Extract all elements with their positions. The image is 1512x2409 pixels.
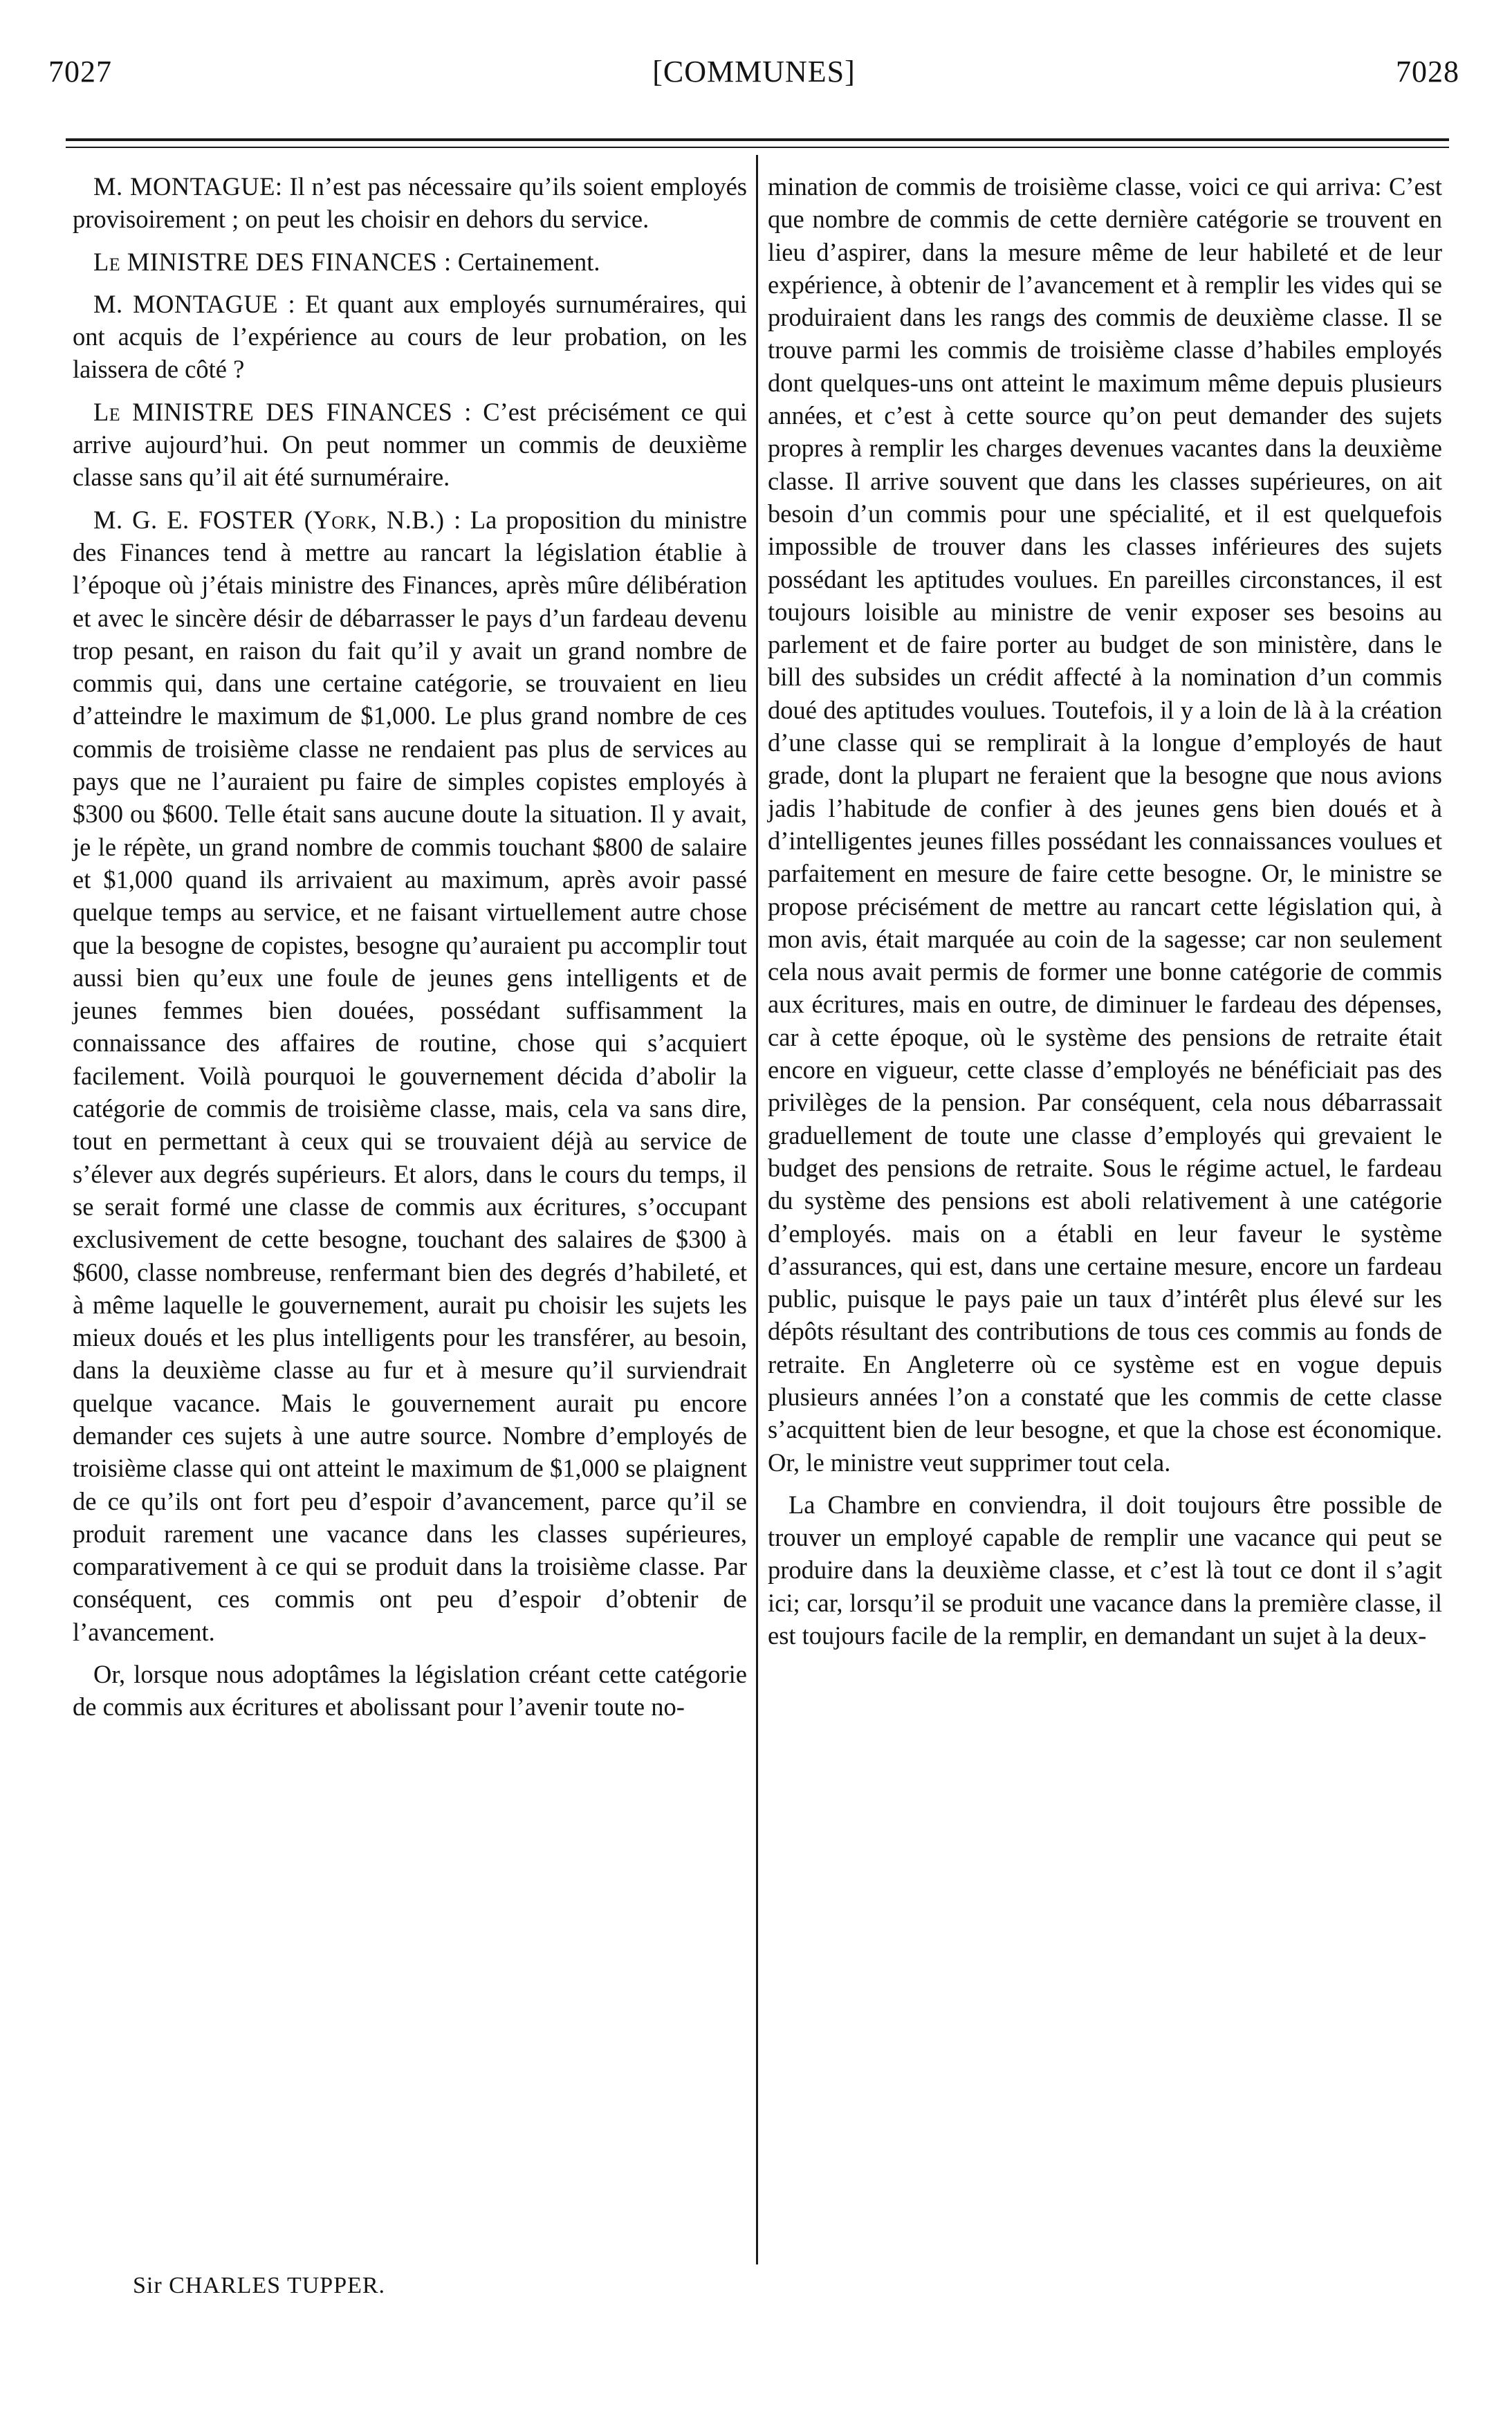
paragraph-text: Et quant aux employés surnuméraires, qui ont acquis de l’expérience au cours de leur probation, on les laissera de côté ? [73, 289, 748, 384]
paragraph [73, 504, 747, 1648]
paragraph-text: La proposition du ministre des Finances tend à mettre au rancart la législation établie à l’époque où j’étais ministre des Finances, après mûre délibération et avec le sincère désir de débarrasser le pays d’un fardeau devenu trop pesant, en raison du fait qu’il y avait un grand nombre de commis qui, dans une certaine catégorie, se trouvaient en lieu d’atteindre le maximum de $1,000. Le plus grand nombre de ces commis de troisième classe ne rendaient pas plus de services au pays que ne l’auraient pu faire de simples copistes employés à $300 ou $600. Telle était sans aucune doute la situation. Il y avait, je le répète, un grand nombre de commis touchant $800 de salaire et $1,000 quand ils arrivaient au maximum, après avoir passé quelque temps au service, et ne faisant virtuellement autre chose que la besogne de copistes, besogne qu’auraient pu accomplir tout aussi bien qu’eux une foule de jeunes gens intelligents et de jeunes femmes bien douées, possédant suffisamment la connaissance des affaires de routine, chose qui s’acquiert facilement. Voilà pourquoi le gouvernement décida d’abolir la catégorie de commis de troisième classe, mais, cela va sans dire, tout en permettant à ceux qui se trouvaient déjà au service de s’élever aux degrés supérieurs. Et alors, dans le cours du temps, il se serait formé une classe de commis aux écritures, s’occupant exclusivement de cette besogne, touchant des salaires de $300 à $600, classe nombreuse, renfermant bien des degrés d’habileté, et à même laquelle le gouvernement, aurait pu choisir les sujets les mieux doués et les plus intelligents pour les transférer, au besoin, dans la deuxième classe au fur et à mesure qu’il surviendrait quelque vacance. Mais le gouvernement aurait pu encore demander ces sujets à une autre source. Nombre d’employés de troisième classe qui ont atteint le maximum de $1,000 se plaignent de ce qu’ils ont fort peu d’espoir d’avancement, parce qu’il se produit rarement une vacance dans les classes supérieures, comparativement à ce qui se produit dans la troisième classe. Par conséquent, ces commis ont peu d’espoir d’obtenir de l’avancement. [73, 505, 747, 1646]
page-header [48, 54, 1459, 95]
footer-signature: Sir CHARLES TUPPER. [133, 2273, 386, 2298]
paragraph [73, 246, 747, 278]
paragraph [73, 288, 747, 386]
paragraph-text: Il n’est pas nécessaire qu’ils soient employés provisoirement ; on peut les choisir en dehors du service. [73, 172, 748, 234]
speaker-name: M. MONTAGUE : [93, 289, 296, 318]
column-divider [756, 155, 758, 2264]
page-number-left: 7027 [48, 55, 112, 89]
header-rule-thin [66, 147, 1449, 148]
header-rule [66, 138, 1449, 141]
speaker-name: M. MONTAGUE: [93, 172, 283, 201]
speaker-name: M. G. E. FOSTER (York, N.B.) : [93, 505, 461, 534]
paragraph-text: La Chambre en conviendra, il doit toujours être possible de trouver un employé capable de remplir une vacance qui peut se produire dans la deuxième classe, et c’est là tout ce dont il s’agit ici; car, lorsqu’il se produit une vacance dans la première classe, il est toujours facile de la remplir, en demandant un sujet à la deux- [768, 1490, 1442, 1650]
page-title: [COMMUNES] [652, 55, 856, 89]
paragraph-text: Certainement. [451, 247, 600, 276]
speaker-name: Le MINISTRE DES FINANCES : [93, 247, 452, 276]
speaker-name: Le MINISTRE DES FINANCES : [93, 397, 472, 426]
paragraph [73, 170, 747, 236]
paragraph [768, 170, 1442, 1479]
paragraph-text: C’est précisément ce qui arrive aujourd’hui. On peut nommer un commis de deuxième classe sans qu’il ait été surnuméraire. [73, 397, 747, 492]
paragraph [73, 396, 747, 494]
paragraph-text: mination de commis de troisième classe, voici ce qui arriva: C’est que nombre de commis de cette dernière catégorie se trouvent en lieu d’aspirer, dans la mesure même de leur habileté et de leur expérience, à obtenir de l’avancement et à remplir les vides qui se produiraient dans les rangs des commis de deuxième classe. Il se trouve parmi les commis de troisième classe d’habiles employés dont quelques-uns ont atteint le maximum même depuis plusieurs années, et c’est à cette source qu’on peut demander des sujets propres à remplir les charges devenues vacantes dans la deuxième classe. Il arrive souvent que dans les classes supérieures, on ait besoin d’un commis pour une spécialité, et il est quelquefois impossible de trouver dans les classes inférieures des sujets possédant les aptitudes voulues. En pareilles circonstances, il est toujours loisible au ministre de venir exposer ses besoins au parlement et de faire porter au budget de son ministère, dans le bill des subsides un crédit affecté à la nomination d’un commis doué des aptitudes voulues. Toutefois, il y a loin de là à la création d’une classe qui se remplirait à la longue d’employés de haut grade, dont la plupart ne feraient que la besogne que nous avions jadis l’habitude de confier à des jeunes gens bien doués et à d’intelligentes jeunes filles possédant les connaissances voulues et parfaitement en mesure de faire cette besogne. Or, le ministre se propose précisément de mettre au rancart cette législation qui, à mon avis, était marquée au coin de la sagesse; car non seulement cela nous avait permis de former une bonne catégorie de commis aux écritures, mais en outre, de diminuer le fardeau des dépenses, car à cette époque, où le système des pensions de retraite était encore en vigueur, cette classe d’employés ne bénéficiait pas des privilèges de la pension. Par conséquent, cela nous débarrassait graduellement de toute une classe d’employés qui grevaient le budget des pensions de retraite. Sous le régime actuel, le fardeau du système des pensions est aboli relativement à une catégorie d’employés. mais on a établi en leur faveur le système d’assurances, qui est, dans une certaine mesure, encore un fardeau public, puisque le pays paie un taux d’intérêt plus élevé sur les dépôts résultant des contributions de tous ces commis au fonds de retraite. En Angleterre où ce système est en vogue depuis plusieurs années l’on a constaté que les commis de cette classe s’acquittent bien de leur besogne, et que la chose est économique. Or, le ministre veut supprimer tout cela. [768, 172, 1442, 1477]
paragraph [768, 1488, 1442, 1652]
right-column [768, 170, 1442, 1661]
paragraph [73, 1658, 747, 1724]
left-column [73, 170, 747, 1733]
page-number-right: 7028 [1396, 55, 1459, 89]
paragraph-text: Or, lorsque nous adoptâmes la législation créant cette catégorie de commis aux écritures et abolissant pour l’avenir toute no- [73, 1660, 747, 1722]
